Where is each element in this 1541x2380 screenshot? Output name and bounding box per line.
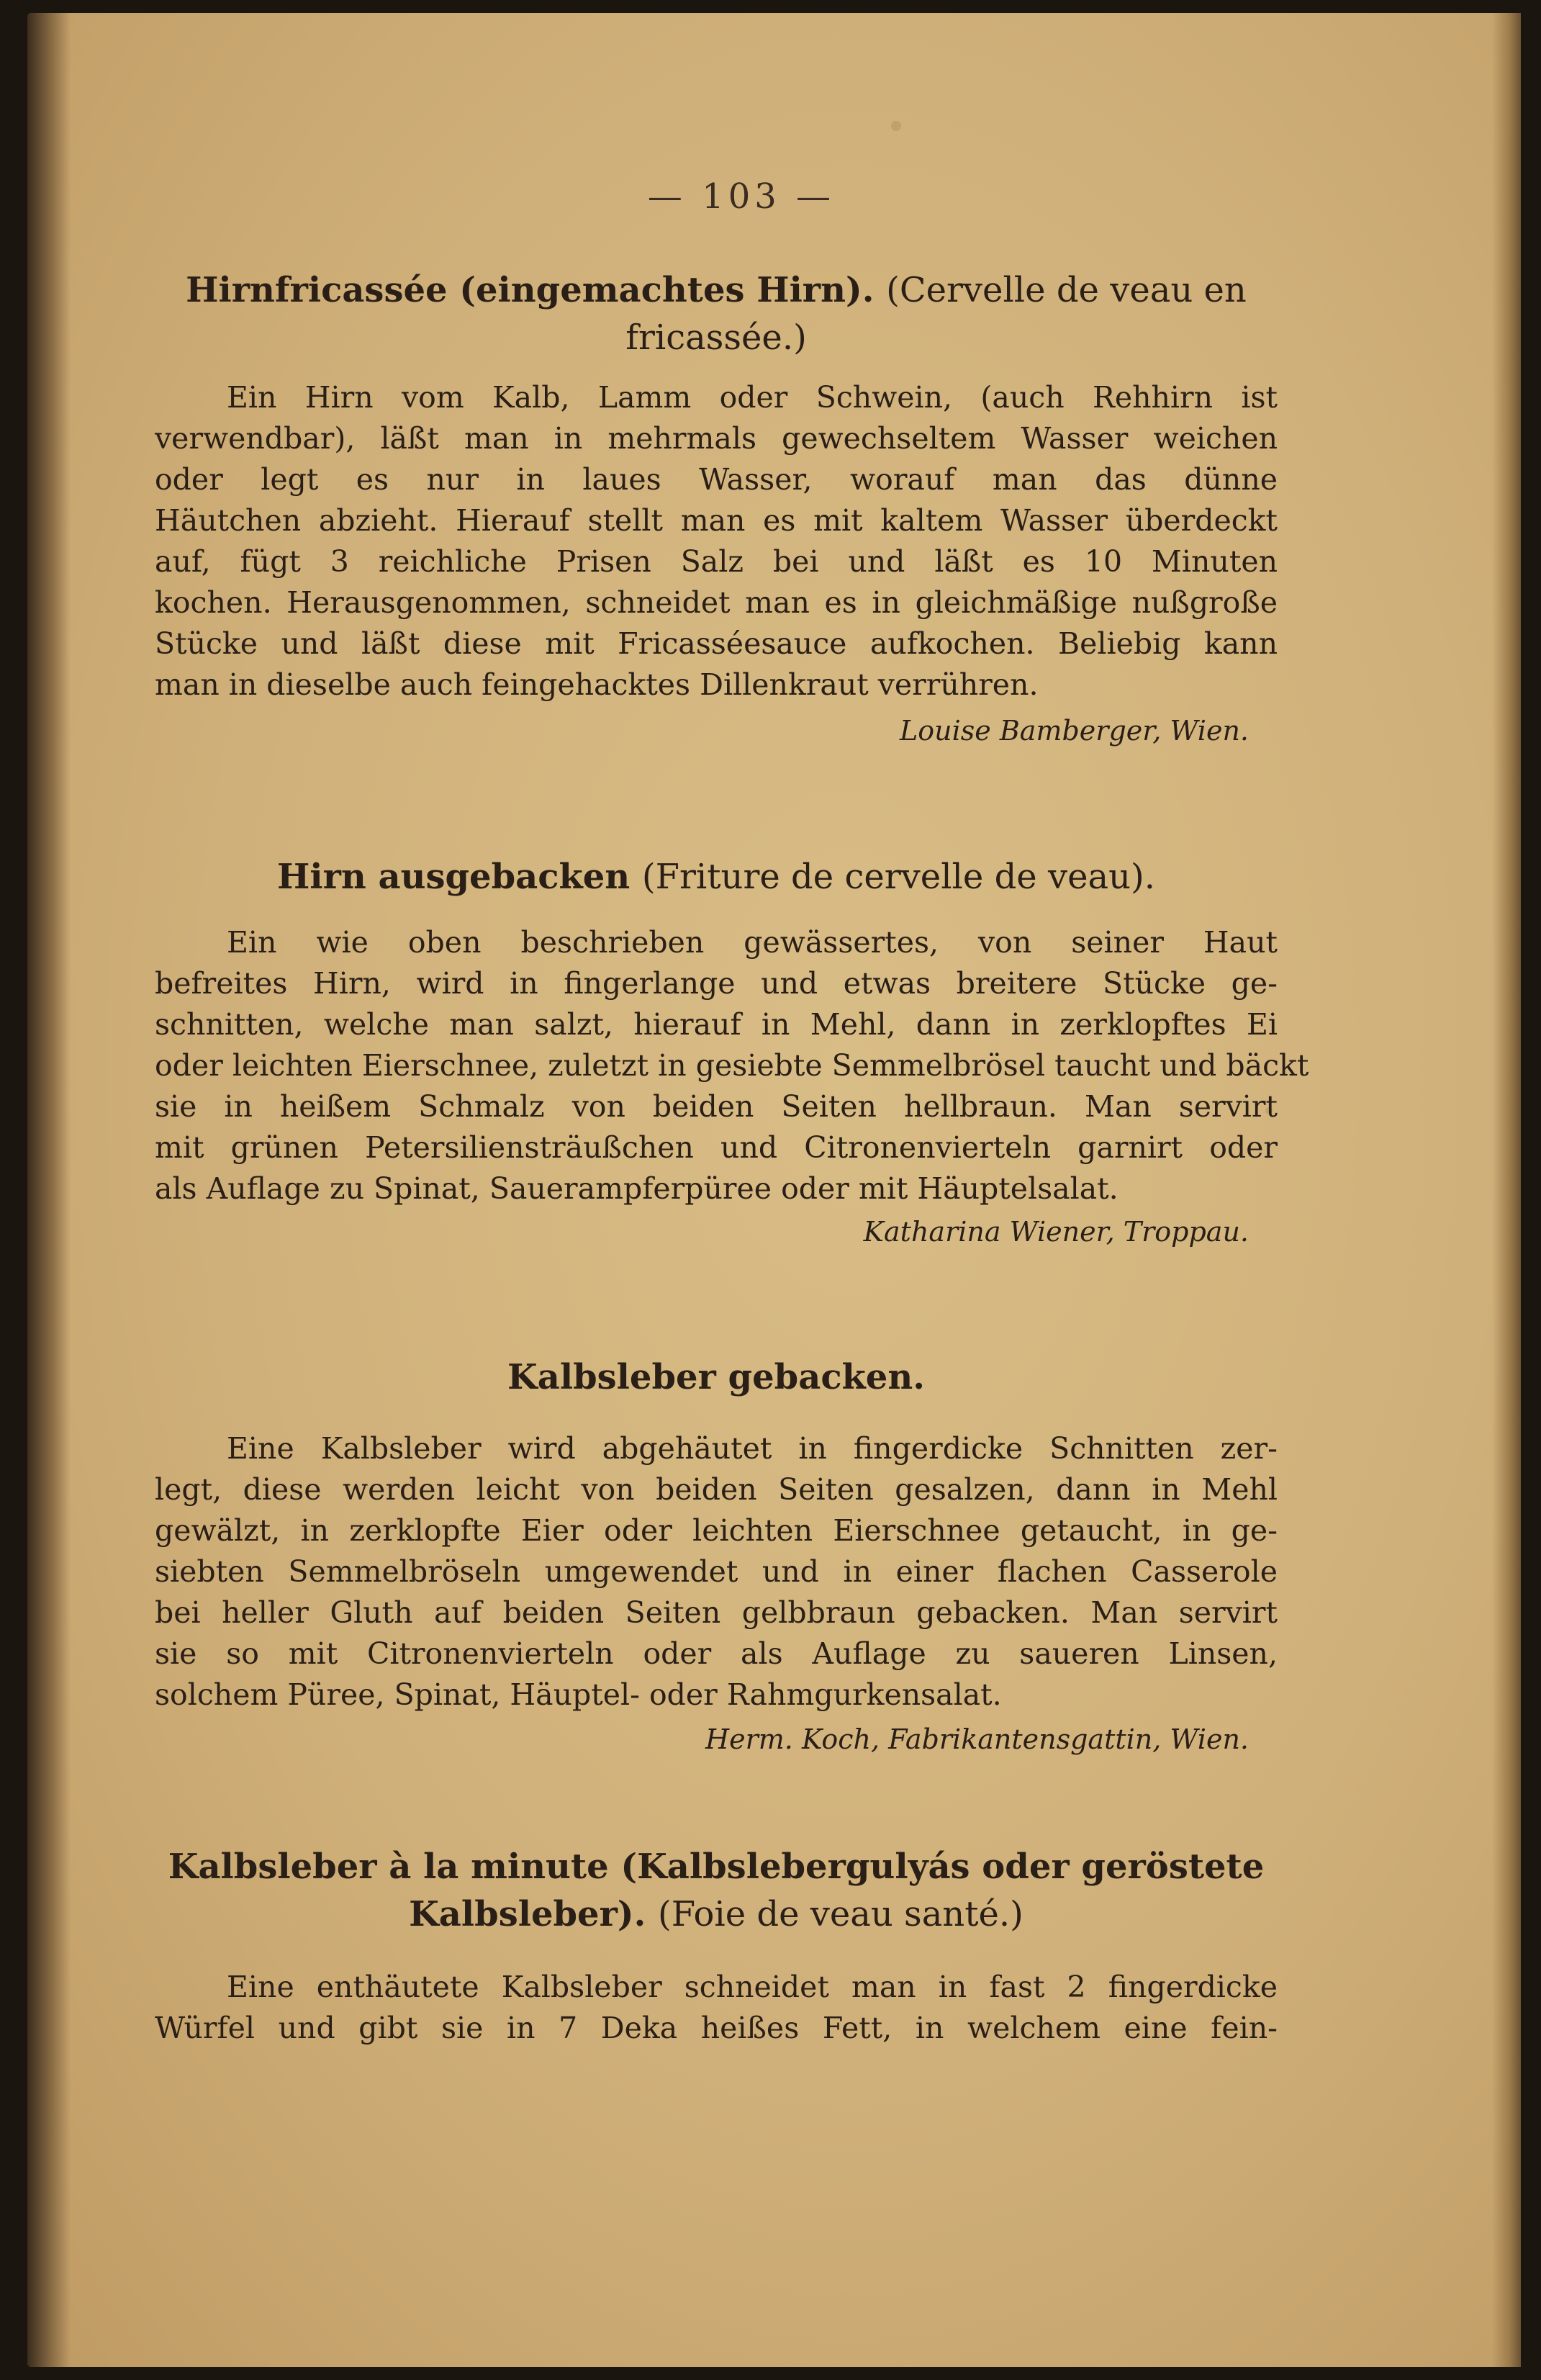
paper-stain bbox=[891, 121, 901, 131]
text-line: Häutchen abzieht. Hierauf stellt man es mit kaltem Wasser überdeckt bbox=[155, 503, 1278, 538]
text-line: kochen. Herausgenommen, schneidet man es in gleichmäßige nußgroße bbox=[155, 585, 1278, 620]
recipe-title bbox=[155, 853, 1278, 901]
text-line: Ein wie oben beschrieben gewässertes, von seiner Haut bbox=[227, 925, 1278, 960]
text-line: befreites Hirn, wird in fingerlange und etwas breitere Stücke ge- bbox=[155, 966, 1278, 1001]
text-line: sie so mit Citronenvierteln oder als Auflage zu saueren Linsen, bbox=[155, 1636, 1278, 1671]
text-line: siebten Semmelbröseln umgewendet und in einer flachen Casserole bbox=[155, 1554, 1278, 1589]
recipe-hirn-ausgebacken bbox=[155, 853, 1309, 1251]
text-line: als Auflage zu Spinat, Sauerampferpüree oder mit Häuptelsalat. bbox=[155, 1171, 1119, 1206]
text-line: sie in heißem Schmalz von beiden Seiten hellbraun. Man servirt bbox=[155, 1089, 1278, 1124]
recipe-text bbox=[155, 377, 1278, 706]
text-line: solchem Püree, Spinat, Häuptel- oder Rahmgurkensalat. bbox=[155, 1677, 1002, 1712]
text-line: legt, diese werden leicht von beiden Seiten gesalzen, dann in Mehl bbox=[155, 1472, 1278, 1507]
recipe-author: Louise Bamberger, Wien. bbox=[900, 715, 1249, 747]
book-gutter bbox=[27, 13, 71, 2367]
recipe-text bbox=[155, 1428, 1278, 1716]
recipe-hirnfricassee bbox=[155, 266, 1278, 750]
recipe-title-sub: (Cervelle de veau en fricassée.) bbox=[625, 270, 1247, 358]
recipe-author: Katharina Wiener, Troppau. bbox=[863, 1216, 1249, 1248]
page-edge bbox=[1492, 13, 1521, 2367]
text-line: auf, fügt 3 reichliche Prisen Salz bei und läßt es 10 Minuten bbox=[155, 544, 1278, 579]
recipe-title-sub: (Foie de veau santé.) bbox=[658, 1894, 1023, 1934]
recipe-title-main: Hirnfricassée (eingemachtes Hirn). bbox=[186, 270, 875, 310]
recipe-kalbsleber-gebacken bbox=[155, 1353, 1278, 1759]
recipe-kalbsleber-a-la-minute bbox=[155, 1843, 1278, 2049]
text-line: gewälzt, in zerklopfte Eier oder leichten Eierschnee getaucht, in ge- bbox=[155, 1513, 1278, 1548]
text-line: schnitten, welche man salzt, hierauf in Mehl, dann in zerklopftes Ei bbox=[155, 1007, 1278, 1042]
recipe-title bbox=[155, 266, 1278, 361]
text-line: Würfel und gibt sie in 7 Deka heißes Fett, in welchem eine fein- bbox=[155, 2011, 1278, 2045]
recipe-author: Herm. Koch, Fabrikantensgattin, Wien. bbox=[705, 1723, 1249, 1755]
text-line: Eine enthäutete Kalbsleber schneidet man in fast 2 fingerdicke bbox=[227, 1970, 1278, 2004]
text-line: Eine Kalbsleber wird abgehäutet in fingerdicke Schnitten zer- bbox=[227, 1431, 1278, 1466]
text-line: man in dieselbe auch feingehacktes Dillenkraut verrühren. bbox=[155, 667, 1039, 702]
text-line: Stücke und läßt diese mit Fricasséesauce aufkochen. Beliebig kann bbox=[155, 626, 1278, 661]
page-number: — 103 — bbox=[647, 176, 836, 217]
recipe-text bbox=[155, 922, 1309, 1209]
recipe-text bbox=[155, 1967, 1278, 2049]
recipe-title-main: Kalbsleber à la minute (Kalbslebergulyás oder geröstete Kalbsleber). bbox=[168, 1847, 1265, 1934]
recipe-title-main: Hirn ausgebacken bbox=[276, 857, 631, 897]
text-line: verwendbar), läßt man in mehrmals gewechseltem Wasser weichen bbox=[155, 421, 1278, 456]
text-line: bei heller Gluth auf beiden Seiten gelbbraun gebacken. Man servirt bbox=[155, 1595, 1278, 1630]
recipe-title-sub: (Friture de cervelle de veau). bbox=[641, 857, 1155, 897]
text-line: mit grünen Petersiliensträußchen und Citronenvierteln garnirt oder bbox=[155, 1130, 1278, 1165]
text-line: oder leichten Eierschnee, zuletzt in gesiebte Semmelbrösel taucht und bäckt bbox=[155, 1048, 1309, 1083]
text-line: Ein Hirn vom Kalb, Lamm oder Schwein, (auch Rehhirn ist bbox=[227, 380, 1278, 415]
recipe-title-main: Kalbsleber gebacken. bbox=[507, 1357, 925, 1397]
text-line: oder legt es nur in laues Wasser, worauf man das dünne bbox=[155, 462, 1278, 497]
recipe-title bbox=[155, 1353, 1278, 1401]
recipe-title bbox=[155, 1843, 1278, 1938]
